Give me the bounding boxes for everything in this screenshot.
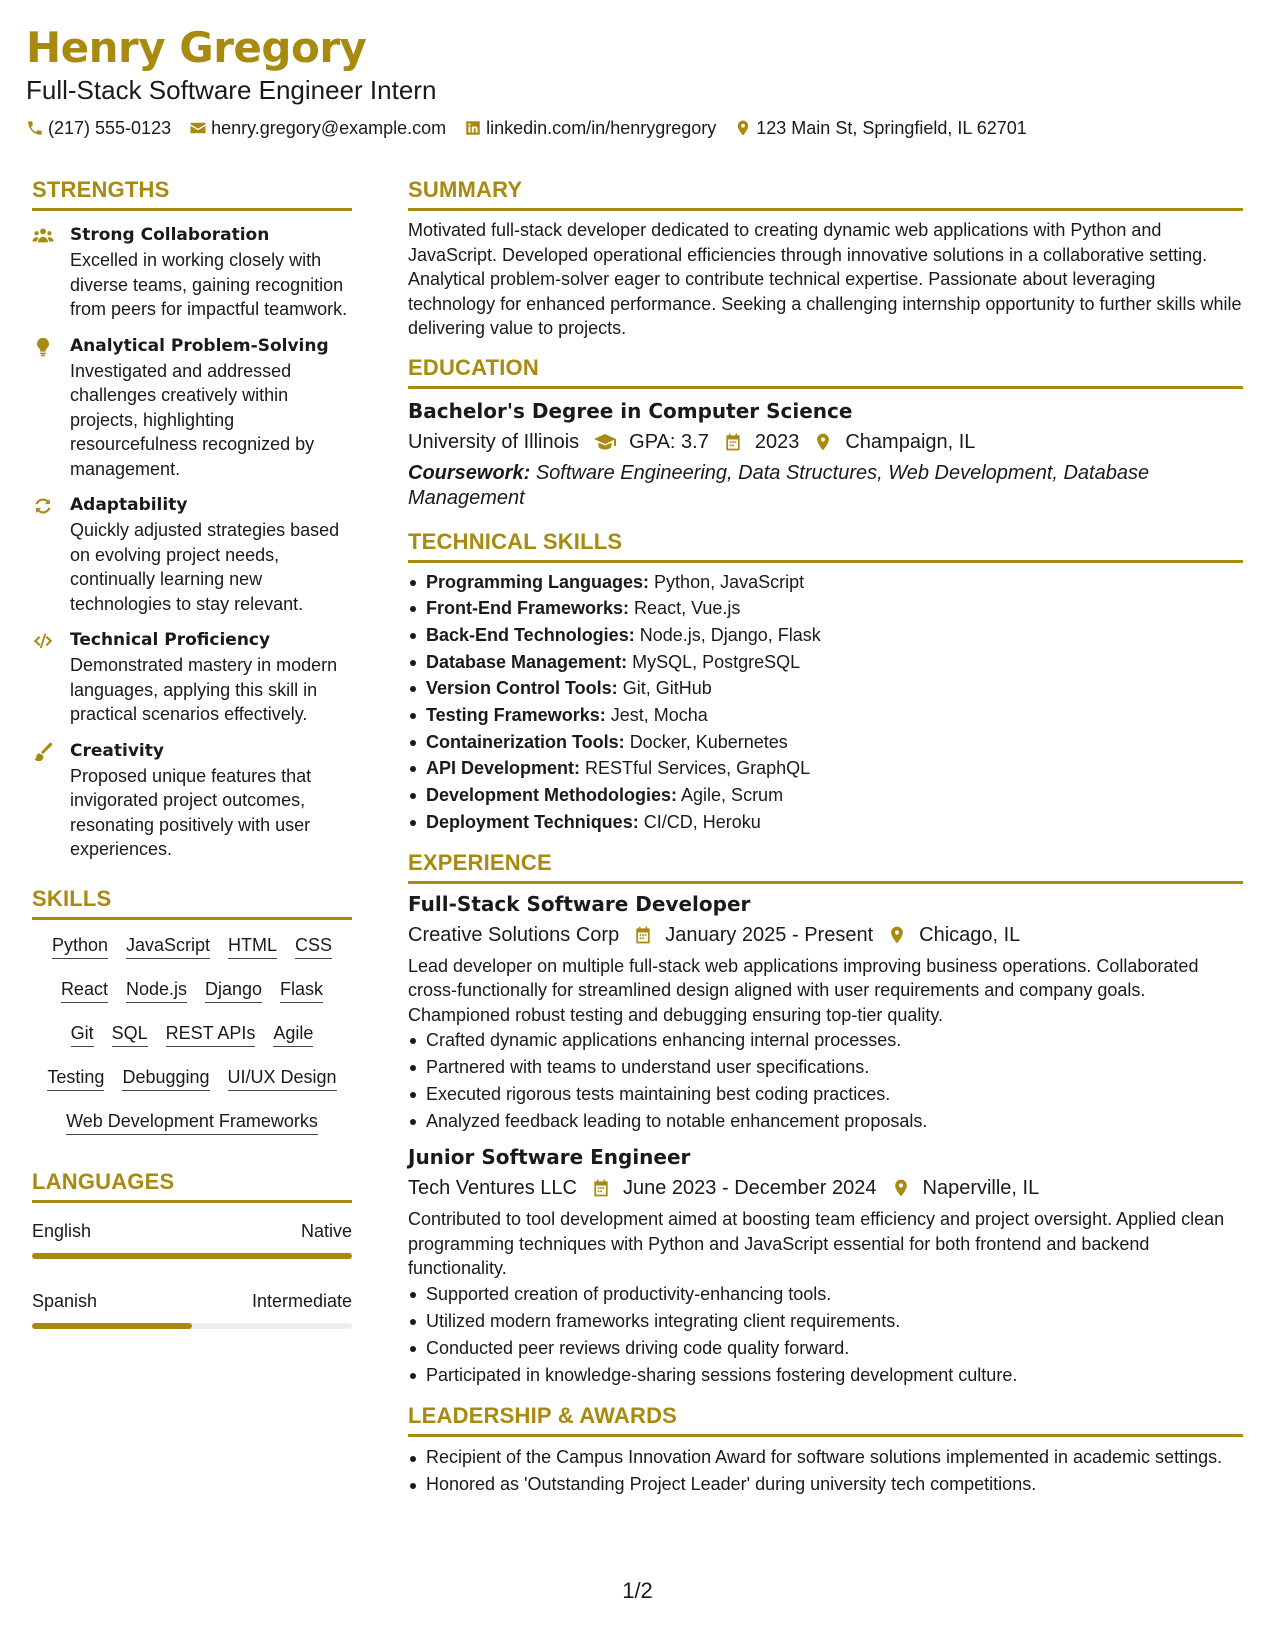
coursework-list: Software Engineering, Data Structures, Web Development, Database Management [408, 461, 1150, 509]
language-name: English [32, 1220, 92, 1241]
job-bullets [408, 1027, 1243, 1135]
users-icon [32, 225, 54, 247]
skill-tag: Testing [47, 1066, 104, 1091]
gpa-text: GPA: 3.7 [629, 430, 709, 453]
tech-skill-item [408, 569, 1243, 596]
calendar-icon [591, 1178, 611, 1198]
leadership-heading: LEADERSHIP & AWARDS [408, 1401, 1243, 1437]
strength-item [32, 628, 352, 727]
tech-skill-value: React, Vue.js [634, 598, 741, 619]
strength-title: Adaptability [70, 495, 188, 515]
map-pin-icon [891, 1178, 911, 1198]
skill-tag: Agile [273, 1022, 313, 1047]
strength-item [32, 739, 352, 862]
school-location [845, 427, 975, 457]
job-title: Full-Stack Software Developer [408, 891, 751, 916]
skill-tag: Web Development Frameworks [66, 1110, 318, 1135]
skill-row [32, 978, 352, 1003]
strength-desc: Demonstrated mastery in modern languages, applying this skill in practical scenarios effectively. [70, 655, 338, 724]
skill-row [32, 934, 352, 959]
envelope-icon [189, 119, 207, 137]
job-bullets [408, 1281, 1243, 1389]
job-bullet: Crafted dynamic applications enhancing internal processes. [408, 1027, 1243, 1054]
strengths-heading: STRENGTHS [32, 175, 352, 211]
school-location-text: Champaign, IL [845, 430, 976, 453]
code-icon [32, 630, 54, 652]
strength-item [32, 493, 352, 616]
tech-skill-value: Node.js, Django, Flask [639, 624, 821, 645]
candidate-name: Henry Gregory [26, 23, 367, 72]
tech-skill-label: Containerization Tools: [426, 731, 625, 752]
grad-year [755, 427, 800, 457]
map-pin-icon [813, 432, 833, 452]
skills-grid [32, 934, 352, 1135]
gpa [629, 427, 709, 457]
job-bullet: Utilized modern frameworks integrating client requirements. [408, 1308, 1243, 1335]
skill-tag: Python [52, 934, 108, 959]
skill-tag: HTML [228, 934, 277, 959]
job-entry [408, 890, 1243, 1136]
phone-icon [26, 119, 44, 137]
tech-skill-label: Testing Frameworks: [426, 705, 606, 726]
tech-skill-item [408, 729, 1243, 756]
coursework-label: Coursework: [408, 461, 531, 484]
summary-text: Motivated full-stack developer dedicated to creating dynamic web applications with Python and JavaScript. Developed operational efficiencies through innovative solutions in a collaborative setting. Analytical problem-solver eager to contribute technical expertise. Passionate about leveraging technology for enhanced performance. Seeking a challenging internship opportunity to further skills while delivering value to projects. [408, 220, 1242, 338]
language-level: Native [300, 1220, 352, 1241]
contact-linkedin[interactable] [464, 116, 716, 140]
company-name: Creative Solutions Corp [408, 923, 620, 946]
strength-desc: Quickly adjusted strategies based on evolving project needs, continually learning new technologies to stay relevant. [70, 520, 340, 614]
contact-address [734, 116, 1027, 140]
tech-skill-item [408, 782, 1243, 809]
calendar-icon [633, 925, 653, 945]
tech-skill-item [408, 755, 1243, 782]
leadership-list [408, 1445, 1243, 1497]
tech-skill-item [408, 622, 1243, 649]
contact-phone [26, 116, 171, 140]
job-bullet: Analyzed feedback leading to notable enhancement proposals. [408, 1108, 1243, 1135]
skill-row [32, 1022, 352, 1047]
job-bullet: Conducted peer reviews driving code quality forward. [408, 1335, 1243, 1362]
school-text: University of Illinois [408, 430, 580, 453]
education-meta [408, 427, 1243, 457]
strength-title: Creativity [70, 740, 164, 761]
award-item: Recipient of the Campus Innovation Award for software solutions implemented in academic settings. [408, 1445, 1243, 1470]
skill-tag: Node.js [126, 978, 187, 1003]
right-column [408, 175, 1243, 1500]
tech-skill-value: Agile, Scrum [681, 785, 784, 806]
job-meta [408, 920, 1243, 950]
skill-tag: JavaScript [126, 934, 210, 959]
language-level-fill [32, 1323, 192, 1329]
calendar-icon [723, 432, 743, 452]
coursework [408, 461, 1243, 511]
page-number: 1/2 [622, 1578, 653, 1603]
tech-skill-value: Python, JavaScript [654, 571, 805, 592]
company-name: Tech Ventures LLC [408, 1177, 577, 1200]
language-level-fill [32, 1253, 352, 1259]
job-dates: January 2025 - Present [665, 923, 874, 946]
map-pin-icon [734, 119, 752, 137]
tech-skill-label: Programming Languages: [426, 571, 650, 592]
address-text: 123 Main St, Springfield, IL 62701 [756, 118, 1027, 138]
skill-tag: React [61, 978, 108, 1003]
skills-heading: SKILLS [32, 884, 352, 920]
strength-item [32, 223, 352, 322]
tech-skill-item [408, 595, 1243, 622]
contact-bar [26, 116, 1246, 140]
job-entry [408, 1143, 1243, 1389]
tech-skill-item [408, 702, 1243, 729]
skill-tag: SQL [112, 1022, 148, 1047]
tech-skill-label: Development Methodologies: [426, 785, 678, 806]
tech-skill-label: Version Control Tools: [426, 678, 618, 699]
strength-title: Analytical Problem-Solving [70, 335, 329, 356]
strength-title: Strong Collaboration [70, 225, 270, 245]
tech-skill-label: Back-End Technologies: [426, 624, 635, 645]
paintbrush-icon [32, 741, 54, 763]
skill-tag: Flask [280, 978, 323, 1003]
tech-skill-value: MySQL, PostgreSQL [632, 651, 801, 672]
tech-skill-item [408, 675, 1243, 702]
skill-tag: Debugging [122, 1066, 209, 1091]
job-meta [408, 1173, 1243, 1203]
tech-skill-label: Deployment Techniques: [426, 811, 639, 832]
skill-tag: REST APIs [166, 1022, 256, 1047]
skill-tag: Django [205, 978, 262, 1003]
tech-skill-value: CI/CD, Heroku [643, 811, 761, 832]
skill-row [32, 1066, 352, 1091]
education-heading: EDUCATION [408, 353, 1243, 389]
job-bullet: Partnered with teams to understand user specifications. [408, 1054, 1243, 1081]
language-item [32, 1219, 352, 1259]
strength-desc: Excelled in working closely with diverse teams, gaining recognition from peers for impactful teamwork. [70, 250, 348, 319]
school-name [408, 427, 579, 457]
job-title: Junior Software Engineer [408, 1145, 691, 1170]
strength-title: Technical Proficiency [70, 630, 271, 650]
language-item [32, 1289, 352, 1329]
grad-year-text: 2023 [754, 430, 800, 453]
left-column [32, 175, 352, 1329]
strength-desc: Proposed unique features that invigorated project outcomes, resonating positively with user experiences. [70, 765, 312, 859]
graduation-cap-icon [593, 430, 617, 454]
degree-title: Bachelor's Degree in Computer Science [408, 398, 853, 423]
tech-skill-value: RESTful Services, GraphQL [585, 758, 811, 779]
experience-heading: EXPERIENCE [408, 848, 1243, 884]
refresh-icon [32, 495, 54, 517]
job-location: Naperville, IL [922, 1177, 1040, 1200]
lightbulb-icon [32, 336, 54, 358]
summary-heading: SUMMARY [408, 175, 1243, 211]
job-dates: June 2023 - December 2024 [623, 1177, 877, 1200]
tech-skill-item [408, 649, 1243, 676]
languages-heading: LANGUAGES [32, 1167, 352, 1203]
phone-text: (217) 555-0123 [48, 118, 172, 138]
language-level-bar [32, 1323, 352, 1329]
tech-skill-value: Jest, Mocha [610, 705, 708, 726]
strength-item [32, 334, 352, 482]
language-level-bar [32, 1253, 352, 1259]
technical-skills-heading: TECHNICAL SKILLS [408, 527, 1243, 563]
tech-skill-label: API Development: [426, 758, 581, 779]
language-level: Intermediate [251, 1290, 352, 1311]
job-bullet: Supported creation of productivity-enhancing tools. [408, 1281, 1243, 1308]
skill-row [32, 1110, 352, 1135]
language-name: Spanish [32, 1290, 98, 1311]
contact-email[interactable] [189, 116, 446, 140]
linkedin-text[interactable]: linkedin.com/in/henrygregory [486, 118, 717, 138]
job-location: Chicago, IL [919, 923, 1021, 946]
job-summary: Contributed to tool development aimed at boosting team efficiency and project oversight. Applied clean programming techniques with Python and JavaScript essential for both frontend and backend functionality. [408, 1209, 1225, 1279]
tech-skill-item [408, 809, 1243, 836]
strength-desc: Investigated and addressed challenges creatively within projects, highlighting resourcefulness recognized by management. [70, 360, 315, 479]
tech-skill-label: Database Management: [426, 651, 628, 672]
skill-tag: CSS [295, 934, 332, 959]
linkedin-icon [464, 119, 482, 137]
job-summary: Lead developer on multiple full-stack web applications improving business operations. Collaborated cross-functionally for streamlined design aligned with user requirements and company goals. Championed robust testing and debugging ensuring top-tier quality. [408, 955, 1199, 1025]
skill-tag: Git [71, 1022, 94, 1047]
tech-skill-value: Docker, Kubernetes [629, 731, 788, 752]
map-pin-icon [887, 925, 907, 945]
job-bullet: Executed rigorous tests maintaining best coding practices. [408, 1081, 1243, 1108]
technical-skills-list [408, 569, 1243, 836]
tech-skill-value: Git, GitHub [622, 678, 712, 699]
skill-tag: UI/UX Design [228, 1066, 337, 1091]
resume-header [26, 22, 1246, 140]
email-text[interactable]: henry.gregory@example.com [211, 118, 447, 138]
tech-skill-label: Front-End Frameworks: [426, 598, 630, 619]
job-bullet: Participated in knowledge-sharing sessions fostering development culture. [408, 1362, 1243, 1389]
award-item: Honored as 'Outstanding Project Leader' during university tech competitions. [408, 1472, 1243, 1497]
strengths-list [32, 223, 352, 862]
candidate-title: Full-Stack Software Engineer Intern [26, 75, 437, 105]
